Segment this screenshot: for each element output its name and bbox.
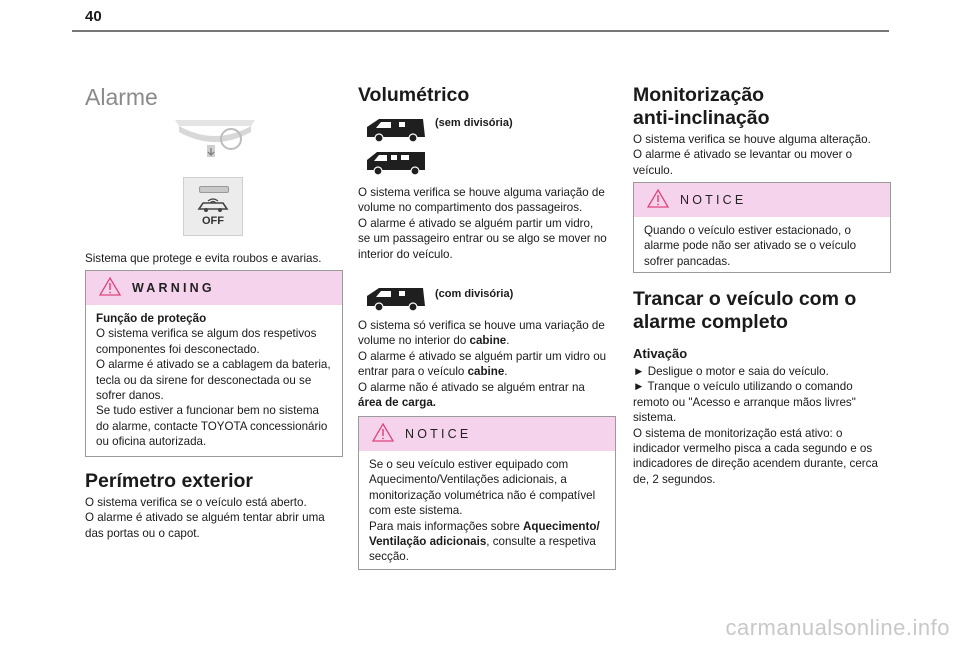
volumetric-line: área de carga. [358,396,436,410]
text: volume no interior do [358,334,470,348]
volumetric-text-2 [358,318,620,410]
activation-line: indicadores de direção acendem durante, cerca [633,457,878,471]
warning-body [86,305,342,458]
anti-tilt-line: O sistema verifica se houve alguma alteração. [633,133,871,146]
activation-line: ► Tranque o veículo utilizando o comando [633,380,853,394]
alarm-intro: Sistema que protege e evita roubos e avarias. [85,252,322,265]
anti-tilt-line: O alarme é ativado se levantar ou mover o [633,148,853,162]
van-partition-icon [365,284,427,314]
warning-line: do alarme, contacte TOYOTA concessionário [96,419,328,433]
notice-line [369,519,605,534]
title-line: anti-inclinação [633,107,770,129]
anti-tilt-title [633,84,770,130]
volumetric-line: O alarme não é ativado se alguém entrar na [358,380,585,394]
volumetric-line: O alarme é ativado se alguém partir um vidro ou [358,349,607,363]
notice-line: secção. [369,550,409,564]
notice-title: NOTICE [405,427,472,441]
text: , consulte a respetiva [486,535,596,549]
warning-line: O alarme é ativado se a cablagem da bateria, [96,358,331,372]
text: . [506,334,510,348]
volumetric-line: O sistema só verifica se houve uma variação de [358,319,605,332]
activation-line: O sistema de monitorização está ativo: o [633,426,843,440]
bold-text: cabine [467,365,505,379]
notice-box-volumetric [358,416,616,570]
bold-text: Ventilação adicionais [369,535,487,549]
warning-header [86,271,342,305]
perimeter-title: Perímetro exterior [85,470,253,492]
notice-box-anti-tilt [633,182,891,273]
warning-line: O sistema verifica se algum dos respetivos [96,327,317,341]
off-label: OFF [202,215,224,227]
activation-line: sistema. [633,411,677,425]
text: . [504,365,508,379]
warning-box [85,270,343,457]
warning-line: ou oficina autorizada. [96,435,207,449]
label-no-partition: (sem divisória) [435,117,513,129]
alarm-title: Alarme [85,84,158,110]
volumetric-text-1 [358,185,620,262]
notice-line: Aquecimento/Ventilações adicionais, a [369,473,567,487]
top-divider [72,30,889,32]
notice-title: NOTICE [680,193,747,207]
notice-line: alarme pode não ser ativado se o veículo [644,239,857,253]
activation-text [633,364,895,487]
bold-text: cabine [469,334,507,348]
activation-line: indicador vermelho pisca a cada segundo e os [633,442,873,456]
text: Para mais informações sobre [369,519,524,533]
notice-triangle-icon [647,188,669,208]
anti-tilt-line: veículo. [633,163,673,177]
volumetric-line [358,333,620,348]
volumetric-line: O alarme é ativado se alguém partir um vidro, [358,216,594,230]
label-with-partition: (com divisória) [435,288,514,300]
notice-line: Quando o veículo estiver estacionado, o [644,224,851,237]
warning-title: WARNING [132,281,215,295]
notice-line: sofrer pancadas. [644,254,731,268]
warning-heading: Função de proteção [96,312,207,325]
activation-line: ► Desligue o motor e saia do veículo. [633,365,829,378]
perimeter-line: das portas ou o capot. [85,526,200,540]
anti-tilt-text [633,132,893,178]
volumetric-line: O sistema verifica se houve alguma variação de [358,186,605,199]
text: entrar para o veículo [358,365,468,379]
lock-title [633,288,856,334]
notice-line: Se o seu veículo estiver equipado com [369,458,569,471]
van-short-icon [365,115,427,145]
activation-line: de, 2 segundos. [633,472,716,486]
car-alarm-icon [196,196,230,214]
volumetric-line: se um passageiro entrar ou se algo se mover no [358,232,607,246]
alarm-off-button-illustration [183,177,243,236]
perimeter-line: O alarme é ativado se alguém tentar abrir uma [85,511,325,525]
notice-line [369,534,605,549]
notice-line: com este sistema. [369,504,463,518]
page-number: 40 [85,8,102,25]
indicator-light [199,186,229,193]
volumetric-line: volume no compartimento dos passageiros. [358,201,583,215]
volumetric-line [358,364,620,379]
van-long-icon [365,148,427,178]
volumetric-title: Volumétrico [358,84,470,106]
perimeter-text [85,495,345,541]
notice-header [634,183,890,217]
warning-line: sofrer danos. [96,389,164,403]
notice-header [359,417,615,451]
activation-line: remoto ou "Acesso e arranque mãos livres" [633,395,856,409]
bold-text: Aquecimento/ [523,519,600,533]
dashboard-illustration [171,112,259,162]
title-line: Trancar o veículo com o [633,288,857,310]
footer-watermark: carmanualsonline.info [725,615,950,640]
warning-triangle-icon [99,276,121,296]
warning-line: Se tudo estiver a funcionar bem no sistema [96,404,319,418]
notice-body [634,217,890,277]
notice-line: monitorização volumétrica não é compatível [369,488,596,502]
volumetric-line: interior do veículo. [358,247,453,261]
title-line: Monitorização [633,84,765,106]
notice-body [359,451,615,573]
notice-triangle-icon [372,422,394,442]
activation-title: Ativação [633,346,688,361]
warning-line: tecla ou da sirene for desconectada ou se [96,373,312,387]
title-line: alarme completo [633,311,788,333]
warning-line: componentes foi desconectado. [96,342,260,356]
perimeter-line: O sistema verifica se o veículo está aberto. [85,496,307,509]
